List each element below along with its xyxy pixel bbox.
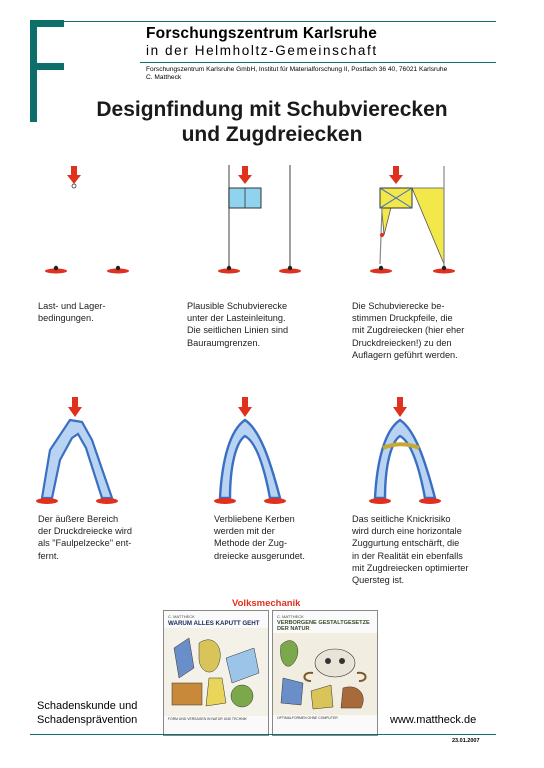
- figure-lazy-corner-removed: [30, 390, 170, 510]
- caption-line: Die Schubvierecke be-: [352, 301, 445, 311]
- load-arrow-icon: [393, 397, 407, 417]
- address-line: Forschungszentrum Karlsruhe GmbH, Institut für Materialforschung II, Postfach 36 40, 76021 Karlsruhe: [146, 66, 448, 73]
- caption-line: Der äußere Bereich: [38, 514, 119, 524]
- org-subtitle: in der Helmholtz-Gemeinschaft: [146, 43, 378, 58]
- caption-line: Druckdreiecken!) zu den: [352, 337, 452, 348]
- caption-line: als "Faulpelzecke" ent-: [38, 538, 132, 549]
- footer-date: 23.01.2007: [452, 738, 480, 744]
- support-right-icon: [279, 266, 301, 274]
- support-left-icon: [218, 266, 240, 274]
- book-cover-illustration: [273, 633, 377, 715]
- caption-line: wird durch eine horizontale: [352, 526, 462, 537]
- caption-line: fernt.: [38, 550, 59, 561]
- caption-line: Die seitlichen Linien sind: [187, 325, 289, 336]
- book-title: WARUM ALLES KAPUTT GEHT: [168, 620, 260, 627]
- caption-line: unter der Lasteinleitung.: [187, 313, 286, 324]
- logo-bar-middle: [30, 63, 64, 70]
- support-right-icon: [264, 498, 286, 504]
- caption-line: der Druckdreiecke wird: [38, 526, 132, 537]
- support-right-icon: [107, 266, 129, 274]
- caption-compression-triangles: [352, 300, 464, 361]
- footer-topic: [37, 700, 137, 727]
- book-cover-verborgene: [272, 610, 378, 736]
- caption-line: Bauraumgrenzen.: [187, 337, 261, 348]
- figure-shear-squares: [200, 160, 340, 285]
- caption-lazy-corner: [38, 513, 132, 562]
- caption-line: dreiecke ausgerundet.: [214, 550, 305, 561]
- footer-rule: [30, 734, 496, 735]
- caption-rounded-notches: [214, 513, 305, 562]
- caption-line: bedingungen.: [38, 313, 94, 324]
- address-block: [146, 66, 496, 82]
- books-label: Volksmechanik: [232, 598, 301, 609]
- book-subtitle: OPTIMALFORMEN OHNE COMPUTER: [277, 716, 338, 720]
- header-rule-middle: [140, 62, 496, 63]
- title-line-1: Designfindung mit Schubvierecken: [96, 98, 448, 121]
- author-line: C. Mattheck: [146, 74, 182, 81]
- caption-line: Das seitliche Knickrisiko: [352, 514, 451, 524]
- caption-line: in der Realität ein ebenfalls: [352, 550, 463, 561]
- caption-load-supports: [38, 300, 105, 324]
- support-left-icon: [45, 266, 67, 274]
- load-arrow-icon: [389, 166, 403, 184]
- book-cover-illustration: [164, 628, 268, 716]
- title-line-2: und Zugdreiecken: [181, 123, 363, 146]
- book-cover-warum: [163, 610, 269, 736]
- support-right-icon: [419, 498, 441, 504]
- caption-line: mit Zugdreiecken optimierter: [352, 562, 469, 573]
- caption-line: werden mit der: [214, 526, 275, 537]
- support-left-icon: [370, 266, 392, 274]
- support-left-icon: [36, 498, 58, 504]
- load-arrow-icon: [238, 166, 252, 184]
- footer-topic-line: Schadenskunde und: [37, 700, 138, 712]
- support-right-icon: [433, 266, 455, 274]
- footer-topic-line: Schadensprävention: [37, 713, 138, 726]
- figure-load-supports: [30, 160, 180, 285]
- book-author: C. MATTHECK: [168, 614, 195, 619]
- caption-line: Auflagern geführt werden.: [352, 349, 458, 360]
- caption-line: Methode der Zug-: [214, 538, 288, 549]
- caption-line: Quersteg ist.: [352, 575, 405, 586]
- page-title: [0, 97, 544, 147]
- book-subtitle: FORM UND VERSAGEN IN NATUR UND TECHNIK: [168, 717, 247, 721]
- figure-horizontal-tie: [355, 390, 495, 510]
- header-rule-top: [30, 21, 496, 22]
- caption-horizontal-tie: [352, 513, 468, 586]
- support-left-icon: [214, 498, 236, 504]
- figure-compression-triangles: [360, 160, 500, 285]
- caption-line: Verbliebene Kerben: [214, 514, 295, 524]
- load-arrow-icon: [67, 166, 81, 188]
- caption-line: mit Zugdreiecken (hier eher: [352, 325, 465, 336]
- support-right-icon: [96, 498, 118, 504]
- caption-line: stimmen Druckpfeile, die: [352, 313, 453, 324]
- support-left-icon: [369, 498, 391, 504]
- org-name: Forschungszentrum Karlsruhe: [146, 25, 378, 42]
- load-arrow-icon: [68, 397, 82, 417]
- book-author: C. MATTHECK: [277, 614, 304, 619]
- website-link[interactable]: www.mattheck.de: [390, 714, 477, 726]
- figure-rounded-notches: [200, 390, 340, 510]
- caption-line: Zuggurtung entschärft, die: [352, 538, 460, 549]
- caption-line: Plausible Schubvierecke: [187, 301, 288, 311]
- book-title: VERBORGENE GESTALTGESETZE DER NATUR: [277, 620, 370, 632]
- load-arrow-icon: [238, 397, 252, 417]
- caption-shear-squares: [187, 300, 288, 349]
- caption-line: Last- und Lager-: [38, 301, 106, 311]
